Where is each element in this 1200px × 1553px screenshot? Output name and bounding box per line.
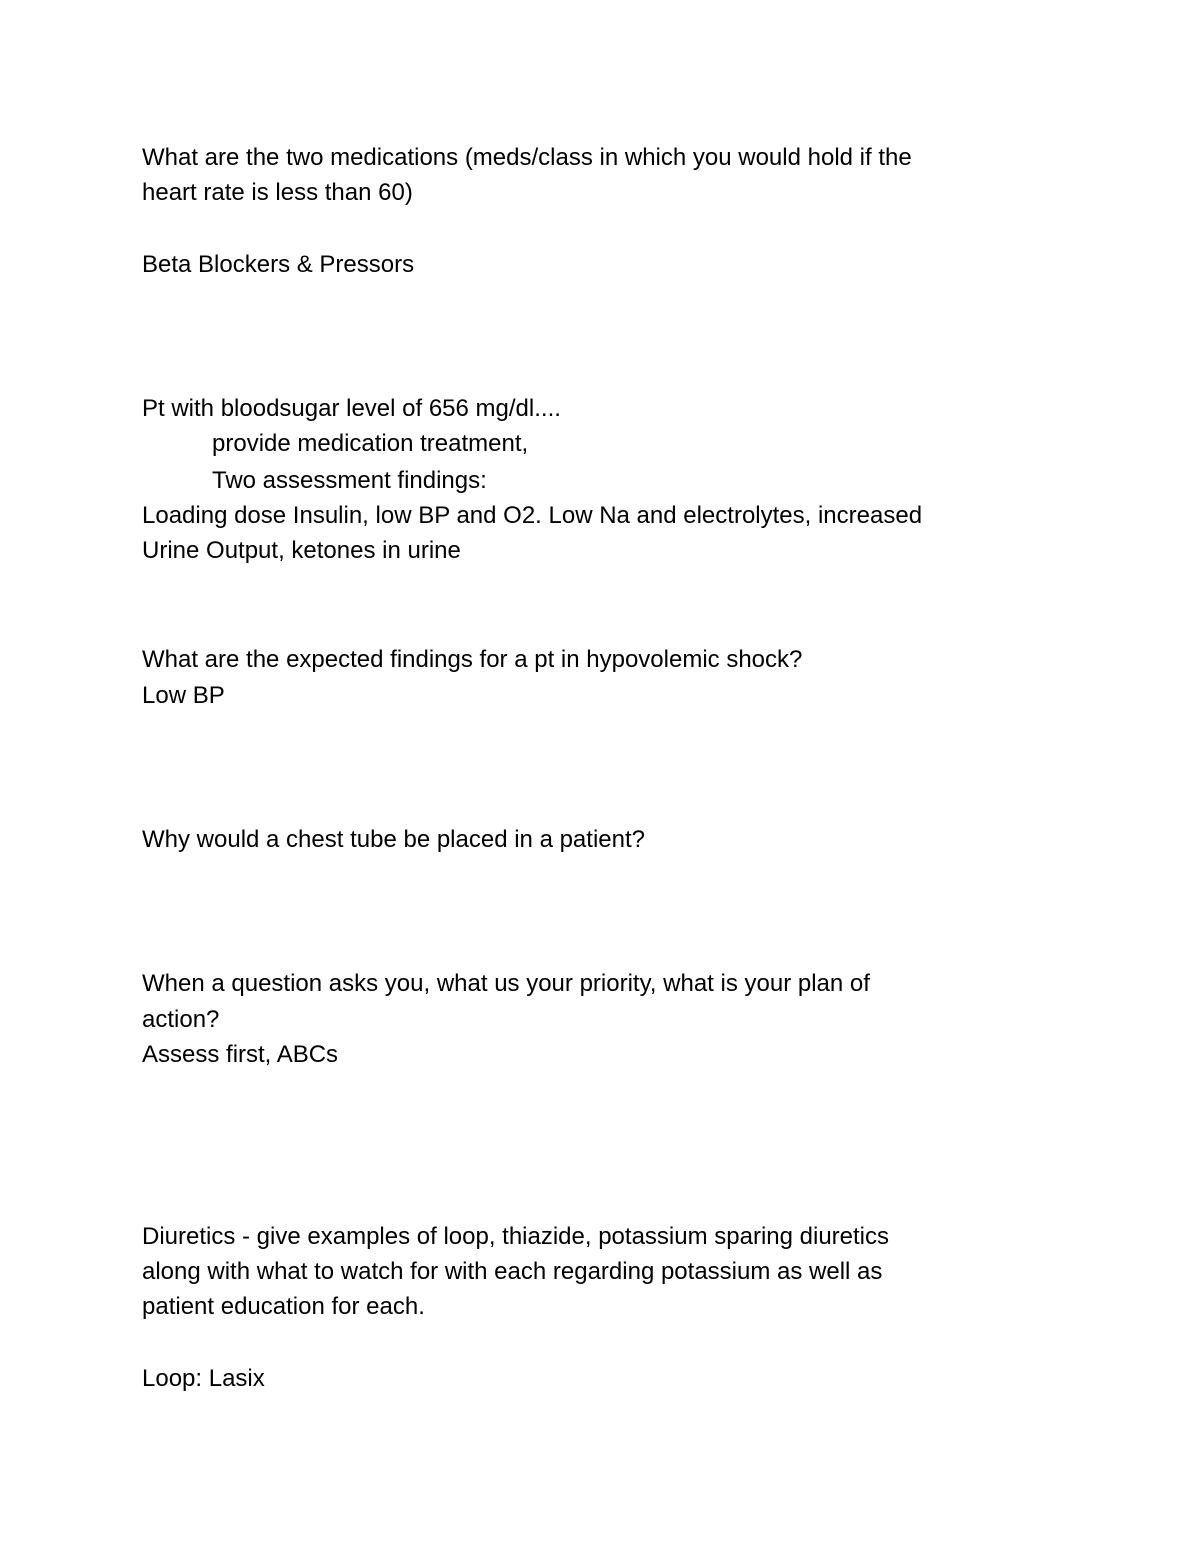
answer-bloodsugar-line-1: Loading dose Insulin, low BP and O2. Low Na and electrolytes, increased — [142, 502, 923, 529]
question-chest-tube: Why would a chest tube be placed in a patient? — [142, 826, 645, 853]
answer-hypovolemic-shock: Low BP — [142, 682, 225, 709]
question-priority-line-2: action? — [142, 1006, 220, 1033]
answer-diuretics-loop: Loop: Lasix — [142, 1365, 265, 1392]
subquestion-medication-treatment: provide medication treatment, — [212, 430, 529, 457]
answer-bloodsugar-line-2: Urine Output, ketones in urine — [142, 537, 461, 564]
question-heart-rate-meds-line-1: What are the two medications (meds/class in which you would hold if the — [142, 144, 912, 171]
question-diuretics-line-2: along with what to watch for with each regarding potassium as well as — [142, 1258, 883, 1285]
answer-heart-rate-meds: Beta Blockers & Pressors — [142, 251, 415, 278]
answer-priority: Assess first, ABCs — [142, 1041, 339, 1068]
question-priority-line-1: When a question asks you, what us your priority, what is your plan of — [142, 970, 870, 997]
question-hypovolemic-shock: What are the expected findings for a pt in hypovolemic shock? — [142, 646, 803, 673]
question-bloodsugar: Pt with bloodsugar level of 656 mg/dl.... — [142, 395, 561, 422]
subquestion-assessment-findings: Two assessment findings: — [212, 467, 487, 494]
question-diuretics-line-3: patient education for each. — [142, 1293, 425, 1320]
question-diuretics-line-1: Diuretics - give examples of loop, thiazide, potassium sparing diuretics — [142, 1223, 890, 1250]
question-heart-rate-meds-line-2: heart rate is less than 60) — [142, 179, 413, 206]
